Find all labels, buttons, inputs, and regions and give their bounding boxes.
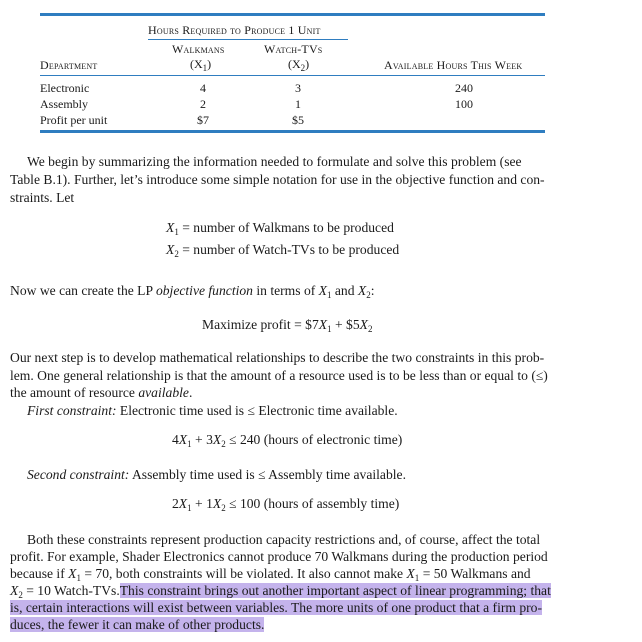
constraint2-text: Second constraint: Assembly time used is ≤ Assembly time available.	[27, 467, 406, 482]
table-caption: Hours Required to Produce 1 Unit	[148, 23, 321, 37]
para3-line1: Our next step is to develop mathematical relationships to describe the two constraints in this prob-	[10, 350, 545, 365]
para1-line3: straints. Let	[10, 190, 75, 205]
col-var-x1: $(X_1)$	[190, 57, 212, 73]
row-profit-dept: Profit per unit	[40, 113, 108, 127]
row-profit-walkmans: $7	[197, 113, 209, 127]
para1-line2: Table B.1). Further, let’s introduce some simple notation for use in the objective function and con-	[10, 172, 545, 187]
def-x1: $X_1$ = number of Walkmans to be produced	[166, 220, 394, 237]
para4-line4: $X_2 = 10$ Watch-TVs.This constraint brings out another important aspect of linear programming; that	[10, 583, 551, 600]
row-electronic-dept: Electronic	[40, 81, 90, 95]
row-electronic-walkmans: 4	[200, 81, 206, 95]
constraint2-equation: $2X_1 + 1X_2 \le 100$ (hours of assembly time)	[172, 496, 400, 513]
row-assembly-available: 100	[455, 97, 473, 111]
para1-line1: We begin by summarizing the information needed to formulate and solve this problem (see	[27, 154, 522, 169]
row-electronic-watchtvs: 3	[295, 81, 301, 95]
para4-line3: because if $X_1 = 70$, both constraints will be violated. It also cannot make $X_1 = 50$ Walkmans and	[10, 566, 531, 583]
row-electronic-available: 240	[455, 81, 473, 95]
objective-function: Maximize profit = $\$7X_1$ + $\$5X_2$	[202, 317, 373, 334]
para4-line6	[10, 616, 264, 634]
para2: Now we can create the LP objective function in terms of $X_1$ and $X_2$:	[10, 283, 375, 300]
caption-underline	[148, 39, 348, 40]
row-assembly-dept: Assembly	[40, 97, 88, 111]
col-header-department: Department	[40, 58, 98, 72]
table-header-rule	[40, 75, 545, 76]
highlight-span: This constraint brings out another important aspect of linear programming; that	[119, 583, 551, 598]
col-header-watchtvs: Watch-TVs	[264, 42, 323, 56]
col-header-available: Available Hours This Week	[384, 58, 523, 72]
para4-line1: Both these constraints represent production capacity restrictions and, of course, affect the total	[27, 532, 541, 547]
row-profit-watchtvs: $5	[292, 113, 304, 127]
para4-line2: profit. For example, Shader Electronics cannot produce 70 Walkmans during the production period	[10, 549, 548, 564]
constraint1-text: First constraint: Electronic time used is ≤ Electronic time available.	[27, 403, 398, 418]
row-assembly-watchtvs: 1	[295, 97, 301, 111]
table-top-rule	[40, 13, 545, 16]
para3-line2: lem. One general relationship is that the amount of a resource used is to be less than or equal to (≤)	[10, 368, 548, 383]
col-var-x2: $(X_2)$	[288, 57, 310, 73]
highlight-span: is, certain interactions will exist between variables. The more units of one product that a firm pro-	[10, 600, 543, 615]
para4-line5	[10, 599, 542, 617]
para3-line3: the amount of resource available.	[10, 385, 193, 400]
row-assembly-walkmans: 2	[200, 97, 206, 111]
highlight-span: duces, the fewer it can make of other products.	[10, 617, 265, 632]
def-x2: $X_2$ = number of Watch-TVs to be produced	[166, 242, 400, 259]
col-header-walkmans: Walkmans	[172, 42, 225, 56]
constraint1-equation: $4X_1 + 3X_2 \le 240$ (hours of electronic time)	[172, 432, 403, 449]
table-bottom-rule	[40, 130, 545, 133]
